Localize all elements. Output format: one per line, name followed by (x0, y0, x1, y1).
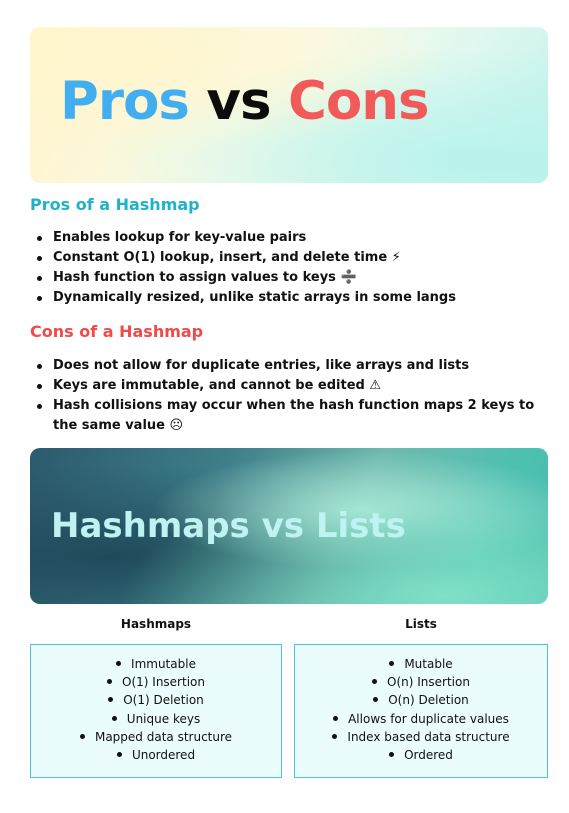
title-word-cons: Cons (287, 71, 429, 132)
list-item: Enables lookup for key-value pairs (35, 228, 545, 248)
list-item: O(n) Insertion (295, 673, 547, 691)
hashmaps-column-heading: Hashmaps (120, 617, 192, 631)
bullet-icon (372, 679, 377, 684)
pros-vs-cons-banner (30, 27, 548, 183)
bullet-icon (333, 716, 338, 721)
list-item: Index based data structure (295, 728, 547, 746)
bullet-icon (389, 661, 394, 666)
title-word-pros: Pros (60, 71, 189, 132)
list-item: Immutable (31, 655, 281, 673)
bullet-icon (108, 697, 113, 702)
bullet-icon (80, 734, 85, 739)
pros-list (35, 228, 545, 308)
list-item: Hash collisions may occur when the hash function maps 2 keys to the same value ☹ (35, 396, 545, 436)
list-item: Unique keys (31, 710, 281, 728)
list-item: Hash function to assign values to keys ➗ (35, 268, 545, 288)
list-item: O(1) Insertion (31, 673, 281, 691)
list-item: Does not allow for duplicate entries, like arrays and lists (35, 356, 545, 376)
bullet-icon (332, 734, 337, 739)
list-item: Dynamically resized, unlike static arrays in some langs (35, 288, 545, 308)
bullet-icon (112, 716, 117, 721)
bullet-icon (107, 679, 112, 684)
list-item: Mapped data structure (31, 728, 281, 746)
banner-title: Hashmaps vs Lists (51, 506, 406, 546)
list-item: Unordered (31, 746, 281, 764)
bullet-icon (389, 752, 394, 757)
lists-list (295, 655, 547, 764)
hashmaps-list (31, 655, 281, 764)
list-item: Ordered (295, 746, 547, 764)
list-item: Keys are immutable, and cannot be edited ⚠ (35, 376, 545, 396)
bullet-icon (117, 752, 122, 757)
list-item: Mutable (295, 655, 547, 673)
banner-title (60, 71, 429, 132)
pros-heading: Pros of a Hashmap (30, 195, 200, 214)
bullet-icon (116, 661, 121, 666)
hashmaps-vs-lists-banner (30, 448, 548, 604)
lists-box (294, 644, 548, 778)
lists-column-heading: Lists (405, 617, 437, 631)
list-item: Allows for duplicate values (295, 710, 547, 728)
title-word-vs: vs (206, 71, 271, 132)
list-item: Constant O(1) lookup, insert, and delete time ⚡ (35, 248, 545, 268)
bullet-icon (373, 697, 378, 702)
list-item: O(1) Deletion (31, 691, 281, 709)
cons-list (35, 356, 545, 436)
hashmaps-box (30, 644, 282, 778)
list-item: O(n) Deletion (295, 691, 547, 709)
cons-heading: Cons of a Hashmap (30, 322, 204, 341)
